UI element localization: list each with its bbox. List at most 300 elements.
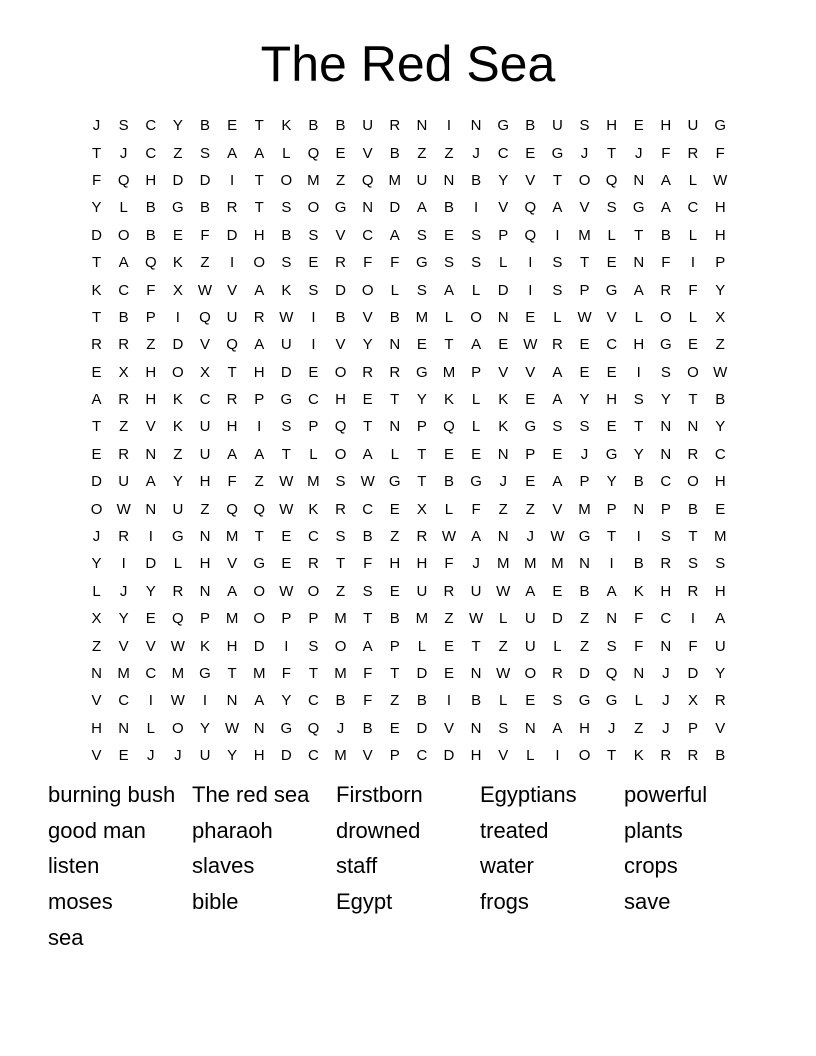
grid-letter: R xyxy=(687,747,699,765)
grid-letter: G xyxy=(172,528,184,546)
grid-letter: Z xyxy=(634,719,644,737)
grid-letter: L xyxy=(444,500,454,518)
grid-letter: J xyxy=(336,719,345,737)
grid-letter: C xyxy=(308,528,319,546)
word-bank-item: drowned xyxy=(336,817,421,843)
grid-letter: N xyxy=(470,719,482,737)
grid-letter: N xyxy=(145,500,157,518)
grid-row xyxy=(83,441,734,468)
grid-letter: Y xyxy=(145,582,156,600)
grid-letter: A xyxy=(525,582,536,600)
grid-letter: Q xyxy=(253,500,266,518)
grid-letter: D xyxy=(687,665,699,682)
grid-letter: R xyxy=(660,747,672,765)
grid-letter: E xyxy=(281,528,292,546)
grid-letter: B xyxy=(145,199,156,217)
grid-letter: K xyxy=(199,637,210,655)
grid-letter: H xyxy=(145,391,157,409)
grid-letter: T xyxy=(254,199,264,217)
grid-letter: B xyxy=(335,308,346,326)
grid-letter: R xyxy=(551,665,563,682)
grid-letter: B xyxy=(579,582,590,600)
grid-letter: D xyxy=(497,281,509,299)
grid-letter: I xyxy=(148,692,153,710)
grid-letter: I xyxy=(257,418,262,436)
grid-letter: N xyxy=(389,336,401,354)
grid-letter: L xyxy=(553,637,562,655)
grid-letter: X xyxy=(687,692,698,710)
grid-letter: O xyxy=(117,226,130,244)
grid-row xyxy=(83,359,734,386)
grid-letter: S xyxy=(687,555,698,573)
grid-letter: B xyxy=(443,199,454,217)
word-bank-item: slaves xyxy=(192,853,255,879)
word-bank-item: powerful xyxy=(624,782,708,807)
grid-letter: A xyxy=(660,171,671,189)
grid-letter: S xyxy=(308,226,319,244)
grid-letter: K xyxy=(498,418,509,436)
grid-letter: C xyxy=(687,199,699,217)
grid-letter: V xyxy=(443,719,454,737)
grid-letter: E xyxy=(525,473,536,491)
grid-letter: X xyxy=(91,610,102,628)
grid-letter: H xyxy=(253,747,265,765)
grid-letter: L xyxy=(471,418,481,436)
grid-letter: N xyxy=(633,254,645,272)
grid-letter: M xyxy=(334,610,347,628)
grid-letter: V xyxy=(362,144,373,162)
grid-letter: T xyxy=(91,308,102,326)
grid-letter: E xyxy=(145,610,156,628)
grid-letter: E xyxy=(443,637,454,655)
grid-letter: I xyxy=(121,555,126,573)
grid-letter: O xyxy=(361,281,374,299)
word-bank xyxy=(48,777,778,955)
grid-letter: I xyxy=(528,254,533,272)
grid-letter: K xyxy=(172,391,183,409)
grid-letter: Z xyxy=(417,144,427,162)
grid-letter: Z xyxy=(335,171,346,189)
grid-letter: B xyxy=(199,199,210,217)
grid-letter: T xyxy=(363,610,373,628)
grid-letter: Q xyxy=(605,171,618,189)
grid-letter: N xyxy=(145,445,157,463)
grid-letter: L xyxy=(146,719,155,737)
grid-letter: S xyxy=(715,555,726,573)
grid-letter: Z xyxy=(254,473,264,491)
grid-letter: F xyxy=(661,144,671,162)
grid-letter: M xyxy=(578,226,591,244)
grid-letter: O xyxy=(280,171,293,189)
grid-letter: R xyxy=(226,391,238,409)
grid-row xyxy=(83,523,734,550)
grid-letter: R xyxy=(687,582,699,600)
grid-letter: W xyxy=(550,528,565,546)
grid-letter: S xyxy=(552,281,563,299)
grid-letter: U xyxy=(551,117,563,135)
word-bank-item: Egyptians xyxy=(480,782,577,807)
grid-letter: J xyxy=(526,528,535,546)
grid-letter: G xyxy=(172,199,184,217)
grid-letter: P xyxy=(199,610,210,628)
grid-letter: M xyxy=(415,610,429,628)
grid-letter: T xyxy=(254,171,264,189)
grid-letter: C xyxy=(497,144,509,162)
grid-letter: N xyxy=(91,665,102,682)
grid-letter: P xyxy=(687,719,698,737)
grid-letter: R xyxy=(308,555,319,573)
grid-letter: H xyxy=(714,582,726,600)
grid-letter: S xyxy=(308,281,319,299)
grid-letter: I xyxy=(446,692,452,710)
grid-letter: E xyxy=(362,391,373,409)
grid-letter: B xyxy=(525,117,536,135)
grid-letter: P xyxy=(389,747,400,765)
word-bank-item: Firstborn xyxy=(336,782,423,807)
grid-letter: W xyxy=(116,500,131,518)
grid-letter: H xyxy=(226,637,238,655)
grid-letter: I xyxy=(690,254,696,272)
grid-letter: S xyxy=(281,254,292,272)
grid-letter: G xyxy=(605,445,618,463)
grid-letter: V xyxy=(498,199,509,217)
grid-row xyxy=(83,194,734,221)
grid-letter: M xyxy=(225,610,239,628)
grid-row xyxy=(83,715,734,742)
grid-letter: R xyxy=(253,308,265,326)
grid-letter: Z xyxy=(91,637,102,655)
grid-letter: S xyxy=(199,144,210,162)
grid-letter: L xyxy=(92,582,101,600)
grid-letter: G xyxy=(497,117,510,135)
grid-letter: B xyxy=(362,528,373,546)
grid-letter: E xyxy=(579,363,590,381)
grid-letter: W xyxy=(577,308,592,326)
grid-letter: E xyxy=(118,747,129,765)
grid-letter: Y xyxy=(172,117,183,135)
grid-letter: K xyxy=(281,117,292,135)
grid-letter: T xyxy=(552,171,562,189)
grid-letter: E xyxy=(552,445,563,463)
grid-letter: Z xyxy=(498,500,508,518)
grid-letter: M xyxy=(307,473,320,491)
grid-letter: D xyxy=(91,473,102,491)
grid-letter: E xyxy=(281,555,292,573)
grid-letter: W xyxy=(170,692,185,710)
grid-letter: T xyxy=(607,144,617,162)
grid-letter: T xyxy=(91,254,102,272)
grid-letter: B xyxy=(633,473,644,491)
grid-letter: U xyxy=(362,117,374,135)
grid-letter: D xyxy=(579,665,590,682)
letter-grid xyxy=(83,112,734,769)
grid-letter: M xyxy=(252,665,266,682)
grid-letter: R xyxy=(118,528,130,546)
grid-letter: E xyxy=(579,336,590,354)
grid-letter: T xyxy=(363,418,373,436)
grid-row xyxy=(83,139,734,166)
grid-row xyxy=(83,495,734,522)
grid-letter: Y xyxy=(91,199,102,217)
grid-letter: W xyxy=(360,473,375,491)
grid-letter: L xyxy=(499,692,508,710)
grid-letter: L xyxy=(417,637,427,655)
grid-letter: B xyxy=(416,692,427,710)
grid-letter: W xyxy=(279,582,294,600)
grid-letter: C xyxy=(308,391,319,409)
grid-letter: W xyxy=(469,610,484,628)
grid-letter: E xyxy=(687,336,698,354)
grid-letter: L xyxy=(173,555,183,573)
grid-letter: A xyxy=(552,363,563,381)
grid-letter: F xyxy=(227,473,237,491)
grid-letter: C xyxy=(308,747,319,765)
grid-letter: T xyxy=(308,665,319,682)
grid-letter: E xyxy=(443,445,454,463)
grid-letter: X xyxy=(715,308,726,326)
grid-letter: E xyxy=(416,336,427,354)
grid-letter: G xyxy=(280,391,293,409)
grid-letter: E xyxy=(525,692,536,710)
grid-letter: F xyxy=(363,692,373,710)
grid-letter: V xyxy=(498,747,509,765)
grid-letter: Q xyxy=(172,610,184,628)
grid-letter: H xyxy=(606,117,618,135)
grid-letter: I xyxy=(609,555,614,573)
grid-letter: U xyxy=(199,445,211,463)
grid-letter: K xyxy=(172,254,183,272)
grid-letter: N xyxy=(660,445,672,463)
grid-letter: Q xyxy=(334,418,347,436)
grid-letter: K xyxy=(633,747,644,765)
grid-row xyxy=(83,660,734,687)
grid-letter: P xyxy=(416,418,427,436)
grid-letter: H xyxy=(145,363,157,381)
grid-letter: G xyxy=(280,719,293,737)
grid-letter: S xyxy=(118,117,129,135)
grid-letter: G xyxy=(199,665,211,682)
grid-letter: J xyxy=(499,473,507,491)
grid-letter: L xyxy=(471,391,481,409)
grid-letter: H xyxy=(145,171,157,189)
grid-letter: E xyxy=(633,117,644,135)
grid-letter: S xyxy=(416,281,427,299)
grid-letter: J xyxy=(92,528,101,546)
grid-letter: N xyxy=(497,445,509,463)
grid-letter: Q xyxy=(226,500,238,518)
grid-letter: E xyxy=(389,500,400,518)
grid-letter: B xyxy=(633,555,644,573)
grid-letter: T xyxy=(227,665,237,682)
grid-letter: C xyxy=(606,336,618,354)
grid-letter: H xyxy=(660,582,672,600)
grid-letter: V xyxy=(118,637,129,655)
grid-letter: A xyxy=(227,445,238,463)
grid-letter: T xyxy=(281,445,291,463)
grid-letter: O xyxy=(470,308,482,326)
word-bank-item: frogs xyxy=(480,889,529,915)
grid-letter: O xyxy=(253,582,266,600)
grid-letter: A xyxy=(91,391,102,409)
grid-letter: O xyxy=(578,171,591,189)
grid-letter: L xyxy=(526,747,535,765)
grid-letter: R xyxy=(389,117,401,135)
grid-letter: B xyxy=(715,747,726,765)
grid-letter: U xyxy=(280,336,292,354)
grid-letter: I xyxy=(175,308,180,326)
grid-letter: Z xyxy=(715,336,725,354)
grid-letter: G xyxy=(416,254,428,272)
grid-letter: Z xyxy=(579,610,590,628)
grid-letter: E xyxy=(606,418,617,436)
grid-letter: M xyxy=(171,665,185,682)
grid-letter: P xyxy=(308,610,319,628)
grid-letter: U xyxy=(416,582,428,600)
grid-letter: N xyxy=(687,418,699,436)
grid-letter: Q xyxy=(307,144,320,162)
grid-letter: Q xyxy=(443,418,455,436)
grid-letter: A xyxy=(362,445,373,463)
grid-letter: Y xyxy=(715,418,726,436)
grid-letter: Z xyxy=(119,418,129,436)
grid-letter: C xyxy=(416,747,428,765)
grid-letter: O xyxy=(334,637,347,655)
grid-letter: V xyxy=(145,637,156,655)
grid-letter: T xyxy=(444,336,454,354)
grid-letter: I xyxy=(230,171,235,189)
grid-letter: K xyxy=(498,391,509,409)
grid-letter: T xyxy=(254,528,264,546)
grid-letter: O xyxy=(334,363,347,381)
grid-letter: F xyxy=(200,226,210,244)
grid-letter: G xyxy=(388,473,401,491)
grid-letter: P xyxy=(498,226,509,244)
grid-letter: S xyxy=(471,226,482,244)
grid-letter: O xyxy=(524,665,537,682)
grid-letter: S xyxy=(308,637,319,655)
grid-letter: S xyxy=(552,418,563,436)
grid-letter: C xyxy=(145,665,157,682)
grid-letter: N xyxy=(606,610,618,628)
grid-letter: N xyxy=(199,582,211,600)
grid-letter: L xyxy=(499,610,508,628)
grid-letter: I xyxy=(230,254,235,272)
grid-letter: O xyxy=(578,747,591,765)
grid-letter: W xyxy=(225,719,240,737)
grid-letter: H xyxy=(199,555,211,573)
word-bank-item: burning bush xyxy=(48,782,176,807)
grid-letter: E xyxy=(715,500,726,518)
grid-letter: O xyxy=(660,308,672,326)
grid-letter: E xyxy=(91,445,102,463)
grid-letter: J xyxy=(174,747,182,765)
grid-letter: P xyxy=(579,281,590,299)
grid-letter: I xyxy=(446,117,452,135)
grid-letter: B xyxy=(389,610,400,628)
grid-letter: G xyxy=(660,336,672,354)
grid-letter: N xyxy=(253,719,265,737)
grid-letter: J xyxy=(662,719,670,737)
grid-letter: H xyxy=(660,117,672,135)
grid-letter: Y xyxy=(91,555,102,573)
grid-letter: Y xyxy=(416,391,427,409)
grid-letter: N xyxy=(118,719,130,737)
grid-letter: I xyxy=(284,637,289,655)
grid-letter: B xyxy=(471,692,482,710)
grid-letter: B xyxy=(389,308,400,326)
grid-letter: Q xyxy=(144,254,157,272)
grid-letter: I xyxy=(148,528,153,546)
grid-letter: X xyxy=(416,500,427,518)
grid-row xyxy=(83,304,734,331)
grid-letter: Y xyxy=(362,336,373,354)
grid-letter: R xyxy=(714,692,726,710)
grid-letter: V xyxy=(91,747,102,765)
grid-letter: Z xyxy=(335,582,346,600)
grid-letter: D xyxy=(551,610,563,628)
grid-letter: H xyxy=(714,199,726,217)
grid-letter: F xyxy=(363,254,373,272)
grid-letter: U xyxy=(199,418,211,436)
grid-letter: B xyxy=(199,117,210,135)
grid-letter: A xyxy=(552,199,563,217)
grid-row xyxy=(83,742,734,769)
grid-letter: L xyxy=(688,171,698,189)
grid-letter: D xyxy=(416,665,428,682)
grid-letter: Z xyxy=(444,610,454,628)
grid-letter: J xyxy=(119,582,128,600)
grid-letter: N xyxy=(226,692,238,710)
grid-letter: P xyxy=(579,473,590,491)
grid-letter: T xyxy=(335,555,346,573)
grid-letter: G xyxy=(605,692,618,710)
grid-letter: X xyxy=(199,363,210,381)
grid-letter: S xyxy=(579,418,590,436)
grid-letter: S xyxy=(660,528,671,546)
grid-letter: N xyxy=(633,665,645,682)
grid-letter: W xyxy=(441,528,457,546)
grid-letter: C xyxy=(660,473,672,491)
grid-letter: Y xyxy=(579,391,590,409)
grid-letter: V xyxy=(498,363,509,381)
grid-letter: G xyxy=(714,117,727,135)
grid-letter: P xyxy=(471,363,482,381)
grid-letter: S xyxy=(471,254,482,272)
grid-letter: Y xyxy=(199,719,210,737)
word-bank-item: good man xyxy=(48,817,146,843)
grid-letter: I xyxy=(636,363,641,381)
grid-letter: M xyxy=(307,171,320,189)
grid-letter: E xyxy=(498,336,509,354)
grid-letter: T xyxy=(688,391,698,409)
grid-letter: A xyxy=(254,445,265,463)
grid-letter: H xyxy=(714,226,726,244)
grid-letter: T xyxy=(254,117,264,135)
grid-letter: K xyxy=(91,281,102,299)
grid-letter: V xyxy=(335,226,346,244)
grid-letter: A xyxy=(552,473,563,491)
grid-letter: Z xyxy=(444,144,454,162)
word-bank-item: pharaoh xyxy=(192,817,273,843)
grid-letter: V xyxy=(606,308,617,326)
grid-letter: D xyxy=(389,199,401,217)
grid-letter: V xyxy=(525,363,536,381)
grid-letter: E xyxy=(227,117,238,135)
word-bank-item: listen xyxy=(48,853,100,879)
grid-letter: V xyxy=(552,500,563,518)
grid-letter: T xyxy=(634,226,644,244)
grid-row xyxy=(83,249,734,276)
